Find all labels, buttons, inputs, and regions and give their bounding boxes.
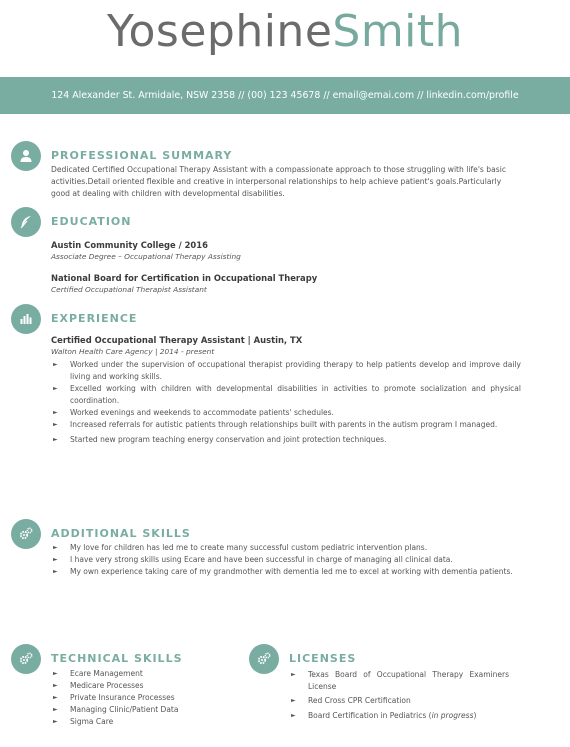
additional-skills-section bbox=[11, 519, 531, 599]
list-item: ► Worked under the supervision of occupational therapist providing therapy to help patients develop and improve daily living and working skills. bbox=[53, 360, 521, 381]
experience-title: EXPERIENCE bbox=[51, 312, 138, 325]
bullet-marker: ► bbox=[53, 694, 58, 701]
technical-skills-section bbox=[11, 644, 241, 739]
bullet-marker: ► bbox=[53, 682, 58, 689]
education-item-subtitle: Associate Degree – Occupational Therapy Assisting bbox=[51, 252, 241, 261]
experience-bullets bbox=[51, 359, 521, 446]
first-name: Yosephine bbox=[106, 6, 333, 57]
list-item: ► Ecare Management bbox=[53, 669, 143, 678]
education-item bbox=[51, 272, 521, 295]
bullet-marker: ► bbox=[53, 409, 58, 416]
bullet-marker: ► bbox=[53, 670, 58, 677]
bullet-marker: ► bbox=[291, 712, 296, 719]
bullet-marker: ► bbox=[53, 568, 58, 575]
summary-title: PROFESSIONAL SUMMARY bbox=[51, 149, 233, 162]
education-item-title: National Board for Certification in Occupational Therapy bbox=[51, 273, 318, 283]
bullet-marker: ► bbox=[53, 436, 58, 443]
licenses-section bbox=[249, 644, 519, 739]
technical-skills-bullets bbox=[51, 668, 236, 728]
bar-chart-icon bbox=[11, 304, 41, 334]
technical-skills-title: TECHNICAL SKILLS bbox=[51, 652, 183, 665]
person-icon bbox=[11, 141, 41, 171]
experience-section bbox=[11, 304, 531, 484]
education-item-title: Austin Community College / 2016 bbox=[51, 240, 208, 250]
gears-icon bbox=[11, 519, 41, 549]
education-item-subtitle: Certified Occupational Therapist Assistant bbox=[51, 285, 207, 294]
list-item: ► Medicare Processes bbox=[53, 681, 144, 690]
bullet-marker: ► bbox=[53, 718, 58, 725]
bullet-marker: ► bbox=[291, 697, 296, 704]
bullet-marker: ► bbox=[53, 385, 58, 392]
bullet-marker: ► bbox=[53, 706, 58, 713]
list-item: ► My own experience taking care of my grandmother with dementia led me to excel at working with dementia patients. bbox=[53, 567, 513, 576]
licenses-title: LICENSES bbox=[289, 652, 357, 665]
job-title: Certified Occupational Therapy Assistant | Austin, TX bbox=[51, 335, 303, 345]
education-item bbox=[51, 239, 521, 262]
list-item: ► Managing Clinic/Patient Data bbox=[53, 705, 179, 714]
job-employer: Walton Health Care Agency | 2014 - present bbox=[51, 347, 215, 356]
bullet-marker: ► bbox=[53, 544, 58, 551]
resume-name bbox=[0, 4, 570, 60]
contact-bar: 124 Alexander St. Armidale, NSW 2358 // (00) 123 45678 // email@emai.com // linkedin.com/profile bbox=[0, 77, 570, 114]
list-item: ► Started new program teaching energy conservation and joint protection techniques. bbox=[53, 435, 387, 444]
licenses-bullets bbox=[289, 669, 509, 722]
list-item: ► Excelled working with children with developmental disabilities in activities to promote socialization and physical coordination. bbox=[53, 384, 521, 405]
additional-skills-title: ADDITIONAL SKILLS bbox=[51, 527, 191, 540]
list-item: ► Increased referrals for autistic patients through relationships built with parents in the autism program I managed. bbox=[53, 420, 498, 429]
bullet-marker: ► bbox=[53, 556, 58, 563]
last-name: Smith bbox=[332, 6, 464, 57]
list-item: ► My love for children has led me to create many successful custom pediatric intervention plans. bbox=[53, 543, 428, 552]
summary-section bbox=[11, 141, 531, 211]
list-item: ► Board Certification in Pediatrics (in progress) bbox=[291, 711, 477, 720]
list-item: ► Sigma Care bbox=[53, 717, 114, 726]
list-item: ► Private Insurance Processes bbox=[53, 693, 175, 702]
list-item: ► Texas Board of Occupational Therapy Examiners License bbox=[291, 670, 509, 691]
bullet-marker: ► bbox=[53, 421, 58, 428]
list-item: ► Worked evenings and weekends to accommodate patients' schedules. bbox=[53, 408, 334, 417]
additional-skills-bullets bbox=[51, 542, 521, 578]
gears-icon bbox=[249, 644, 279, 674]
bullet-marker: ► bbox=[53, 361, 58, 368]
bullet-marker: ► bbox=[291, 671, 296, 678]
list-item: ► I have very strong skills using Ecare and have been successful in charge of managing all clinical data. bbox=[53, 555, 453, 564]
gears-icon bbox=[11, 644, 41, 674]
feather-icon bbox=[11, 207, 41, 237]
education-title: EDUCATION bbox=[51, 215, 132, 228]
summary-text: Dedicated Certified Occupational Therapy Assistant with a compassionate approach to those struggling with life's basic activities.Detail oriented flexible and creative in interpersonal relationships to help achieve patient's goals.Particularly good at dealing with children with developmental disabilities. bbox=[51, 165, 506, 198]
list-item: ► Red Cross CPR Certification bbox=[291, 696, 411, 705]
education-section bbox=[11, 207, 531, 307]
